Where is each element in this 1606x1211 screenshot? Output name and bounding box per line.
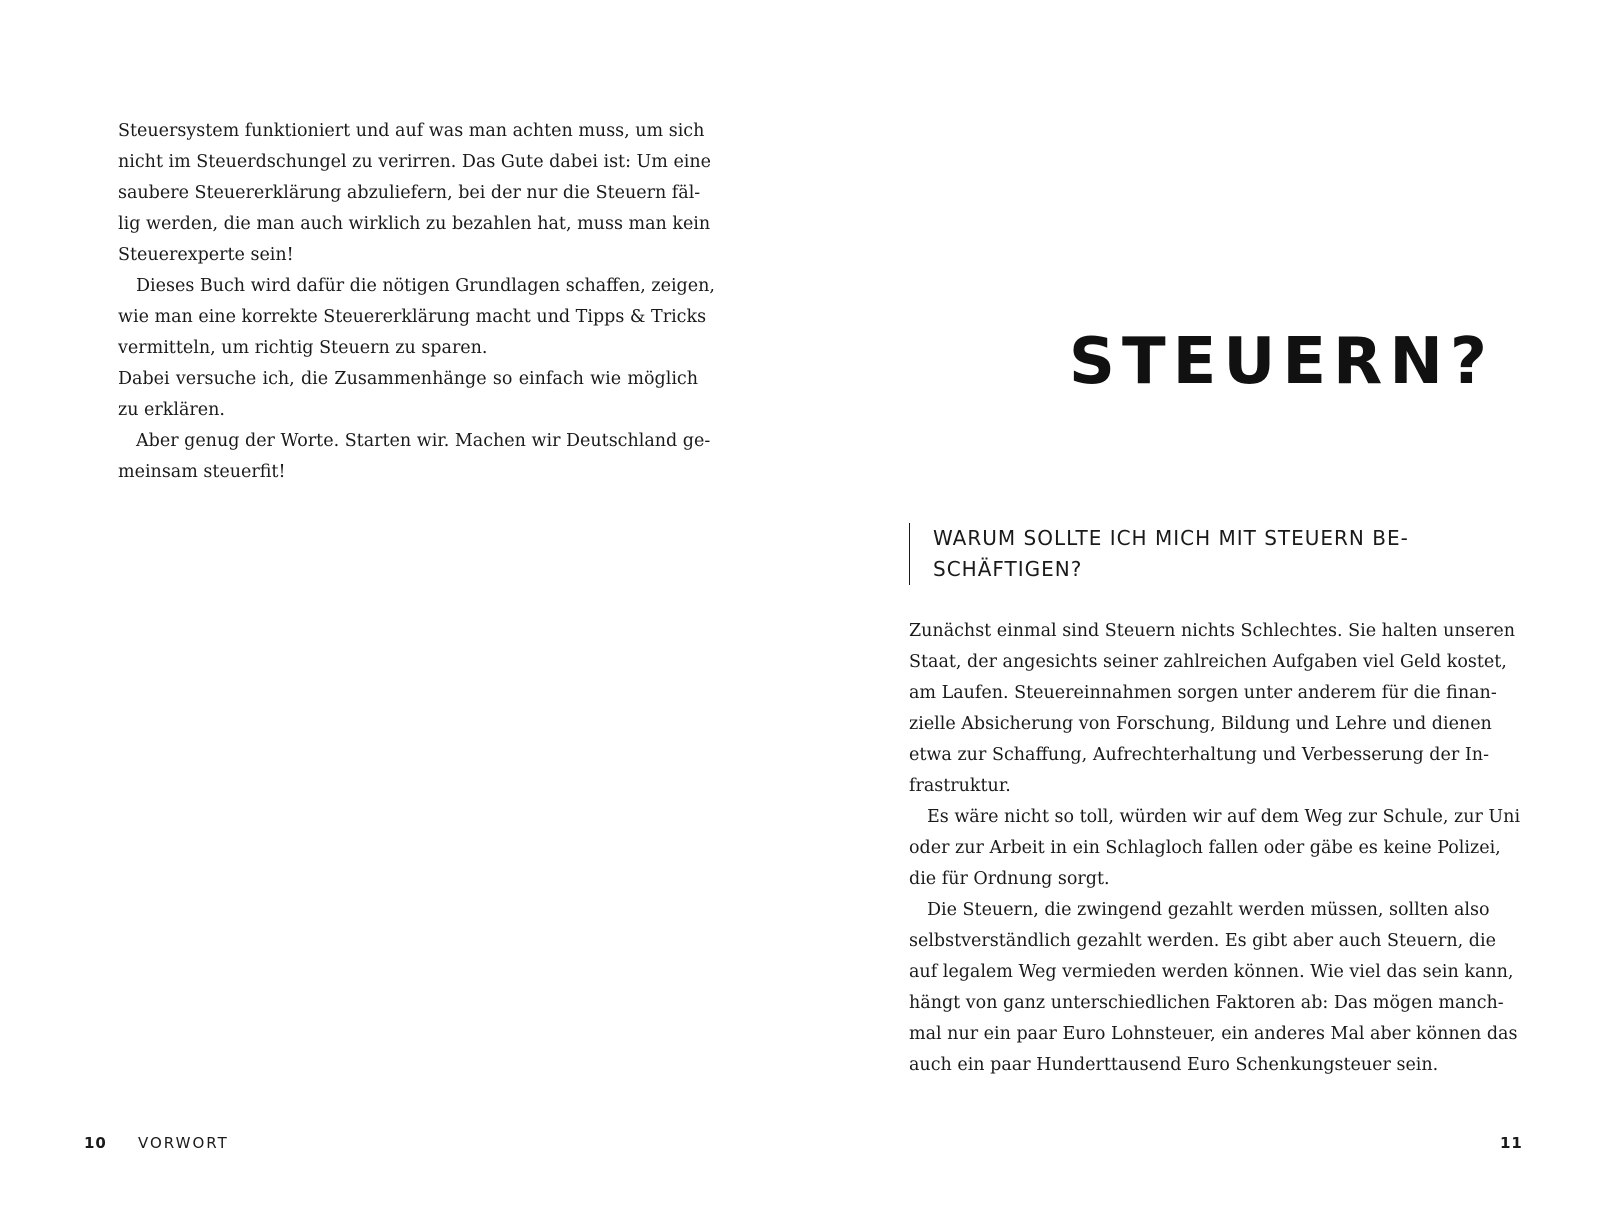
right-page — [803, 0, 1606, 1211]
running-header-section: VORWORT — [138, 1134, 229, 1152]
text-line: nicht im Steuerdschungel zu verirren. Das Gute dabei ist: Um eine — [118, 152, 712, 172]
text-line: mal nur ein paar Euro Lohnsteuer, ein anderes Mal aber können das — [909, 1024, 1518, 1044]
text-line: Steuerexperte sein! — [118, 245, 294, 265]
left-paragraph-1 — [118, 116, 712, 271]
text-line: auch ein paar Hunderttausend Euro Schenkungsteuer sein. — [909, 1055, 1439, 1075]
text-line: Dieses Buch wird dafür die nötigen Grundlagen schaffen, zeigen, — [136, 276, 715, 296]
text-line: Die Steuern, die zwingend gezahlt werden müssen, sollten also — [927, 900, 1490, 920]
text-line: auf legalem Weg vermieden werden können. Wie viel das sein kann, — [909, 962, 1514, 982]
text-line: wie man eine korrekte Steuererklärung macht und Tipps & Tricks — [118, 307, 707, 327]
text-line: etwa zur Schaffung, Aufrechterhaltung und Verbesserung der In- — [909, 745, 1489, 765]
page-number-right: 11 — [1500, 1134, 1523, 1152]
right-paragraph-3 — [909, 895, 1518, 1081]
text-line: lig werden, die man auch wirklich zu bezahlen hat, muss man kein — [118, 214, 711, 234]
left-paragraph-3 — [118, 364, 698, 426]
left-body-text — [118, 116, 715, 488]
text-line: frastruktur. — [909, 776, 1011, 796]
text-line: Zunächst einmal sind Steuern nichts Schlechtes. Sie halten unseren — [909, 621, 1516, 641]
text-line: oder zur Arbeit in ein Schlagloch fallen oder gäbe es keine Polizei, — [909, 838, 1501, 858]
chapter-title: STEUERN? — [1068, 325, 1494, 399]
text-line: Es wäre nicht so toll, würden wir auf dem Weg zur Schule, zur Uni — [927, 807, 1521, 827]
right-paragraph-1 — [909, 616, 1516, 802]
left-paragraph-4 — [118, 426, 711, 488]
text-line: saubere Steuererklärung abzuliefern, bei der nur die Steuern fäl- — [118, 183, 701, 203]
text-line: Staat, der angesichts seiner zahlreichen Aufgaben viel Geld kostet, — [909, 652, 1507, 672]
text-line: zu erklären. — [118, 400, 225, 420]
text-line: vermitteln, um richtig Steuern zu sparen. — [118, 338, 488, 358]
subheading-line: WARUM SOLLTE ICH MICH MIT STEUERN BE- — [933, 526, 1409, 550]
text-line: am Laufen. Steuereinnahmen sorgen unter anderem für die finan- — [909, 683, 1497, 703]
section-subheading — [909, 523, 1473, 585]
left-paragraph-2 — [118, 271, 715, 364]
right-paragraph-2 — [909, 802, 1521, 895]
text-line: Aber genug der Worte. Starten wir. Machen wir Deutschland ge- — [136, 431, 711, 451]
text-line: Dabei versuche ich, die Zusammenhänge so einfach wie möglich — [118, 369, 698, 389]
text-line: hängt von ganz unterschiedlichen Faktoren ab: Das mögen manch- — [909, 993, 1504, 1013]
text-line: Steuersystem funktioniert und auf was man achten muss, um sich — [118, 121, 705, 141]
text-line: die für Ordnung sorgt. — [909, 869, 1110, 889]
text-line: selbstverständlich gezahlt werden. Es gibt aber auch Steuern, die — [909, 931, 1496, 951]
subheading-line: SCHÄFTIGEN? — [933, 557, 1083, 581]
text-line: meinsam steuerfit! — [118, 462, 286, 482]
right-body-text — [909, 616, 1521, 1081]
text-line: zielle Absicherung von Forschung, Bildung und Lehre und dienen — [909, 714, 1492, 734]
page-number-left: 10 — [84, 1134, 107, 1152]
